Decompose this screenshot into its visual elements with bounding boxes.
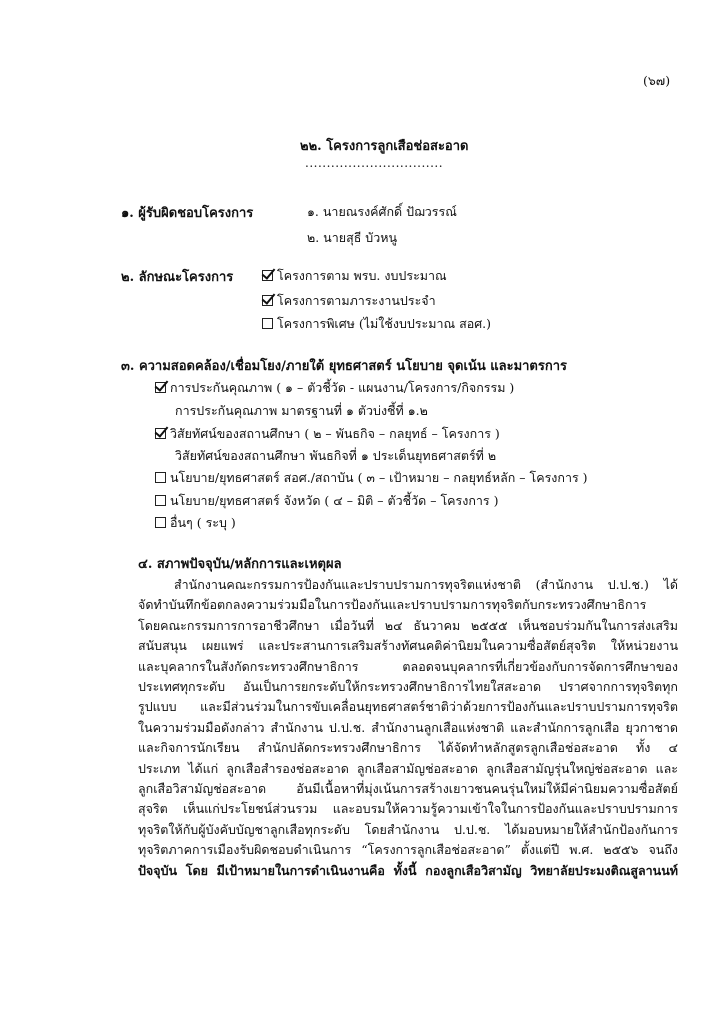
alignment-label: การประกันคุณภาพ ( ๑ – ตัวชี้วัด - แผนงาน/โครงการ/กิจกรรม )	[170, 380, 515, 395]
project-type-item	[262, 291, 436, 311]
project-type-label: โครงการตาม พรบ. งบประมาณ	[277, 268, 447, 283]
section-2-heading: ๒. ลักษณะโครงการ	[121, 270, 234, 285]
checkbox-unchecked[interactable]	[155, 517, 166, 528]
checkbox-unchecked[interactable]	[262, 318, 273, 329]
alignment-label: นโยบาย/ยุทธศาสตร์ จังหวัด ( ๔ – มิติ – ตัวชี้วัด – โครงการ )	[170, 493, 499, 508]
rationale-paragraph	[138, 575, 678, 881]
alignment-label: อื่นๆ ( ระบุ )	[170, 515, 236, 530]
paragraph-line: โดยคณะกรรมการการอาชีวศึกษา เมื่อวันที่ ๒๔ ธันวาคม ๒๕๕๕ เห็นชอบร่วมกันในการส่งเสริม	[138, 617, 678, 633]
paragraph-line: ลูกเสือวิสามัญช่อสะอาด อันมีเนื้อหาที่มุ่งเน้นการสร้างเยาวชนคนรุ่นใหม่ให้มีค่านิยมความซื่อสัตย์	[138, 781, 678, 797]
checkbox-checked[interactable]	[262, 295, 273, 306]
section-3-heading: ๓. ความสอดคล้อง/เชื่อมโยง/ภายใต้ ยุทธศาสตร์ นโยบาย จุดเน้น และมาตรการ	[121, 359, 568, 374]
page-title: ๒๒. โครงการลูกเสือช่อสะอาด	[300, 139, 469, 154]
alignment-label: นโยบาย/ยุทธศาสตร์ สอศ./สถาบัน ( ๓ – เป้าหมาย – กลยุทธ์หลัก – โครงการ )	[170, 470, 588, 485]
responsible-person-2: ๒. นายสุธี บัวหนู	[307, 230, 398, 245]
checkbox-checked[interactable]	[262, 270, 273, 281]
paragraph-line: ทุจริตให้กับผู้บังคับบัญชาลูกเสือทุกระดับ โดยสำนักงาน ป.ป.ช. ได้มอบหมายให้สำนักป้องกันการ	[138, 821, 678, 837]
page-number: (๖๗)	[643, 73, 671, 88]
paragraph-line: ประเภท ได้แก่ ลูกเสือสำรองช่อสะอาด ลูกเสือสามัญช่อสะอาด ลูกเสือสามัญรุ่นใหญ่ช่อสะอาด และ	[138, 760, 678, 776]
paragraph-line: ทุจริตภาคการเมืองรับผิดชอบดำเนินการ “โครงการลูกเสือช่อสะอาด” ตั้งแต่ปี พ.ศ. ๒๕๕๖ จนถึง	[138, 842, 678, 858]
responsible-person-1: ๑. นายณรงค์ศักดิ์ ปัฌวรรณ์	[307, 204, 457, 219]
alignment-item	[155, 468, 588, 488]
paragraph-line: ปัจจุบัน โดย มีเป้าหมายในการดำเนินงานคือ ทั้งนี้ กองลูกเสือวิสามัญ วิทยาลัยประมงติณสูลานนท์	[138, 862, 678, 878]
checkbox-unchecked[interactable]	[155, 495, 166, 506]
project-type-item	[262, 266, 447, 286]
paragraph-line: ประเทศทุกระดับ อันเป็นการยกระดับให้กระทรวงศึกษาธิการไทยใสสะอาด ปราศจากการทุจริตทุก	[138, 679, 678, 695]
paragraph-line: สนับสนุน เผยแพร่ และประสานการเสริมสร้างทัศนคติค่านิยมในความซื่อสัตย์สุจริต ให้หน่วยงาน	[138, 638, 678, 654]
checkbox-checked[interactable]	[155, 428, 166, 439]
alignment-subitem: การประกันคุณภาพ มาตรฐานที่ ๑ ตัวบ่งชี้ที่ ๑.๒	[175, 403, 428, 418]
checkbox-checked[interactable]	[155, 382, 166, 393]
paragraph-line: ในความร่วมมือดังกล่าว สำนักงาน ป.ป.ช. สำนักงานลูกเสือแห่งชาติ และสำนักการลูกเสือ ยุวกาชาด	[138, 719, 678, 735]
paragraph-line: จัดทำบันทึกข้อตกลงความร่วมมือในการป้องกันและปราบปรามการทุจริตกับกระทรวงศึกษาธิการ	[138, 597, 647, 613]
paragraph-line: สุจริต เห็นแก่ประโยชน์ส่วนรวม และอบรมให้ความรู้ความเข้าใจในการป้องกันและปราบปรามการ	[138, 801, 678, 817]
alignment-subitem: วิสัยทัศน์ของสถานศึกษา พันธกิจที่ ๑ ประเด็นยุทธศาสตร์ที่ ๒	[175, 448, 497, 463]
section-4-heading: ๔. สภาพปัจจุบัน/หลักการและเหตุผล	[138, 557, 342, 572]
section-1-heading: ๑. ผู้รับผิดชอบโครงการ	[121, 206, 254, 221]
title-dots: ................................	[305, 156, 444, 170]
alignment-item	[155, 424, 500, 444]
paragraph-line: และบุคลากรในสังกัดกระทรวงศึกษาธิการ ตลอดจนบุคลากรที่เกี่ยวข้องกับการจัดการศึกษาของ	[138, 658, 678, 674]
project-type-item	[262, 314, 491, 334]
alignment-item	[155, 378, 514, 398]
checkbox-unchecked[interactable]	[155, 472, 166, 483]
alignment-label: วิสัยทัศน์ของสถานศึกษา ( ๒ – พันธกิจ – กลยุทธ์ – โครงการ )	[170, 426, 500, 441]
alignment-item	[155, 491, 499, 511]
project-type-label: โครงการพิเศษ (ไม่ใช้งบประมาณ สอศ.)	[277, 316, 491, 331]
paragraph-line: และกิจการนักเรียน สำนักปลัดกระทรวงศึกษาธิการ ได้จัดทำหลักสูตรลูกเสือช่อสะอาด ทั้ง ๔	[138, 740, 678, 756]
alignment-item	[155, 513, 236, 533]
paragraph-line: สำนักงานคณะกรรมการป้องกันและปราบปรามการทุจริตแห่งชาติ (สำนักงาน ป.ป.ช.) ได้	[174, 577, 678, 592]
paragraph-line: รูปแบบ และมีส่วนร่วมในการขับเคลื่อนยุทธศาสตร์ชาติว่าด้วยการป้องกันและปราบปรามการทุจริต	[138, 699, 678, 715]
project-type-label: โครงการตามภาระงานประจำ	[277, 293, 436, 308]
